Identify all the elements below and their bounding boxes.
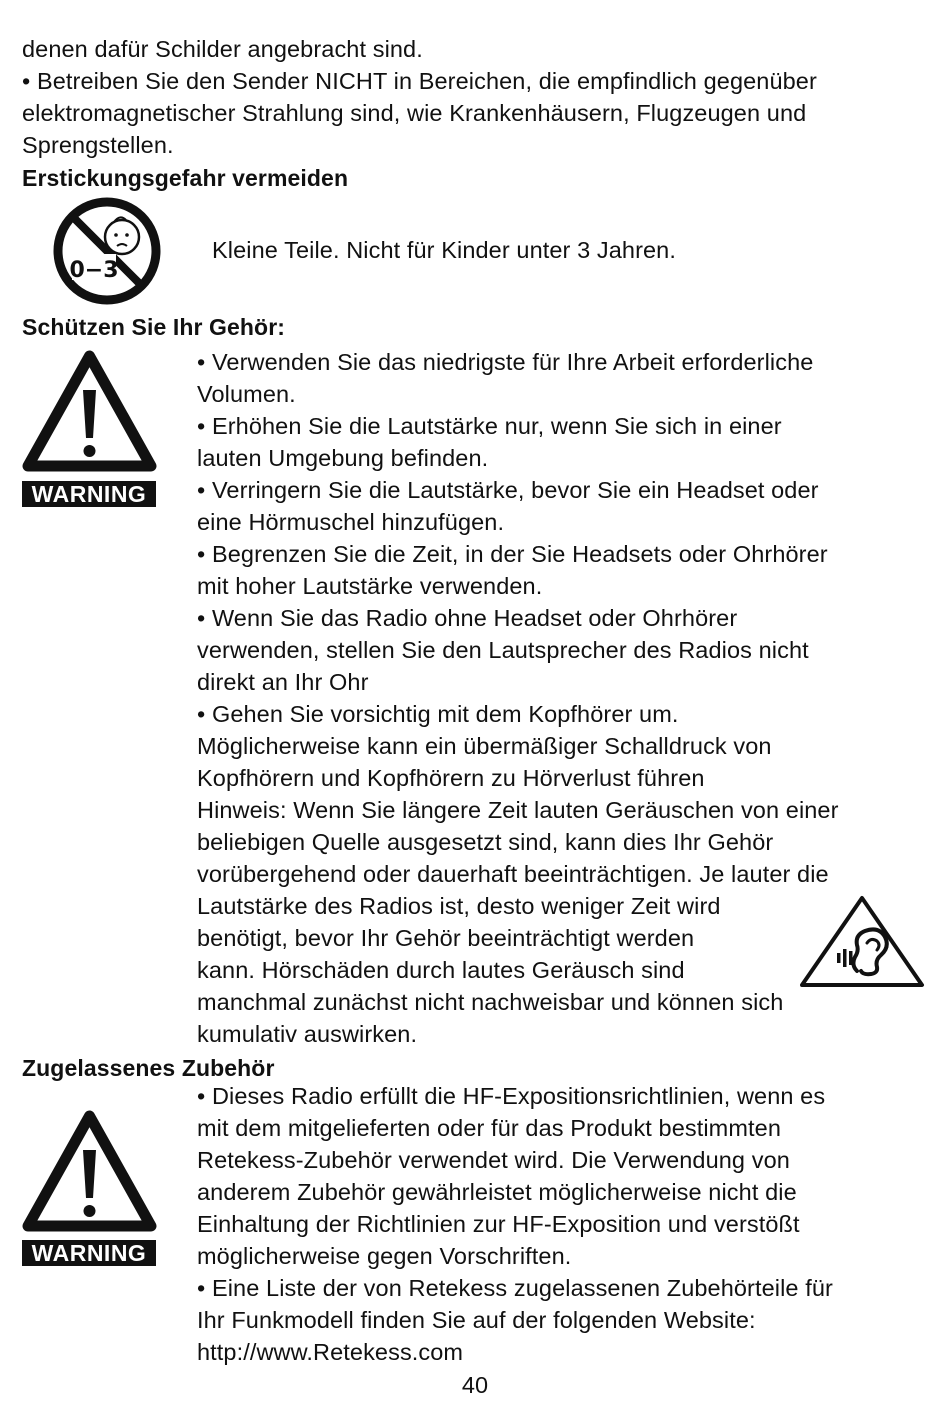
hearing-line: benötigt, bevor Ihr Gehör beeinträchtigt werden [197,925,695,951]
accessories-line: Retekess-Zubehör verwendet wird. Die Verwendung von [197,1147,790,1173]
hearing-line: mit hoher Lautstärke verwenden. [197,573,543,599]
page-number: 40 [461,1372,489,1398]
intro-line: denen dafür Schilder angebracht sind. [22,36,423,62]
hearing-line: Hinweis: Wenn Sie längere Zeit lauten Geräuschen von einer [197,797,839,823]
hearing-line: lauten Umgebung befinden. [197,445,489,471]
hearing-line: • Erhöhen Sie die Lautstärke nur, wenn Sie sich in einer [197,413,782,439]
hearing-line: kann. Hörschäden durch lautes Geräusch sind [197,957,685,983]
warning-triangle-icon [22,1110,157,1232]
warning-label: WARNING [22,1240,156,1266]
hearing-line: Volumen. [197,381,296,407]
accessories-website-link[interactable]: http://www.Retekess.com [197,1339,464,1365]
intro-line: Sprengstellen. [22,132,174,158]
accessories-line: anderem Zubehör gewährleistet möglicherweise nicht die [197,1179,797,1205]
hearing-damage-icon [797,893,927,989]
warning-triangle-icon [22,350,157,472]
hearing-line: beliebigen Quelle ausgesetzt sind, kann dies Ihr Gehör [197,829,774,855]
intro-line: elektromagnetischer Strahlung sind, wie Krankenhäusern, Flugzeugen und [22,100,807,126]
accessories-line: • Dieses Radio erfüllt die HF-Expositionsrichtlinien, wenn es [197,1083,826,1109]
accessories-line: Einhaltung der Richtlinien zur HF-Exposition und verstößt [197,1211,800,1237]
hearing-line: kumulativ auswirken. [197,1021,418,1047]
accessories-line: möglicherweise gegen Vorschriften. [197,1243,572,1269]
warning-label: WARNING [22,481,156,507]
hearing-line: direkt an Ihr Ohr [197,669,369,695]
hearing-line: • Verringern Sie die Lautstärke, bevor Sie ein Headset oder [197,477,819,503]
accessories-line: mit dem mitgelieferten oder für das Produkt bestimmten [197,1115,782,1141]
hearing-line: Möglicherweise kann ein übermäßiger Schalldruck von [197,733,772,759]
hearing-line: manchmal zunächst nicht nachweisbar und können sich [197,989,784,1015]
hearing-line: eine Hörmuschel hinzufügen. [197,509,505,535]
hearing-line: vorübergehend oder dauerhaft beeinträchtigen. Je lauter die [197,861,829,887]
hearing-line: • Wenn Sie das Radio ohne Headset oder Ohrhörer [197,605,738,631]
section-heading-hearing: Schützen Sie Ihr Gehör: [22,314,286,340]
accessories-line: • Eine Liste der von Retekess zugelassenen Zubehörteile für [197,1275,833,1301]
section-heading-choking: Erstickungsgefahr vermeiden [22,165,349,191]
choking-icon-label: 0−3 [69,258,119,283]
hearing-line: • Begrenzen Sie die Zeit, in der Sie Headsets oder Ohrhörer [197,541,828,567]
intro-line: • Betreiben Sie den Sender NICHT in Bereichen, die empfindlich gegenüber [22,68,817,94]
hearing-line: • Gehen Sie vorsichtig mit dem Kopfhörer um. [197,701,679,727]
hearing-line: Lautstärke des Radios ist, desto weniger Zeit wird [197,893,721,919]
section-heading-accessories: Zugelassenes Zubehör [22,1055,275,1081]
choking-text: Kleine Teile. Nicht für Kinder unter 3 Jahren. [212,237,676,263]
accessories-line: Ihr Funkmodell finden Sie auf der folgenden Website: [197,1307,756,1333]
hearing-line: • Verwenden Sie das niedrigste für Ihre Arbeit erforderliche [197,349,814,375]
hearing-line: verwenden, stellen Sie den Lautsprecher des Radios nicht [197,637,809,663]
no-children-under-3-icon [52,196,162,306]
hearing-line: Kopfhörern und Kopfhörern zu Hörverlust führen [197,765,705,791]
